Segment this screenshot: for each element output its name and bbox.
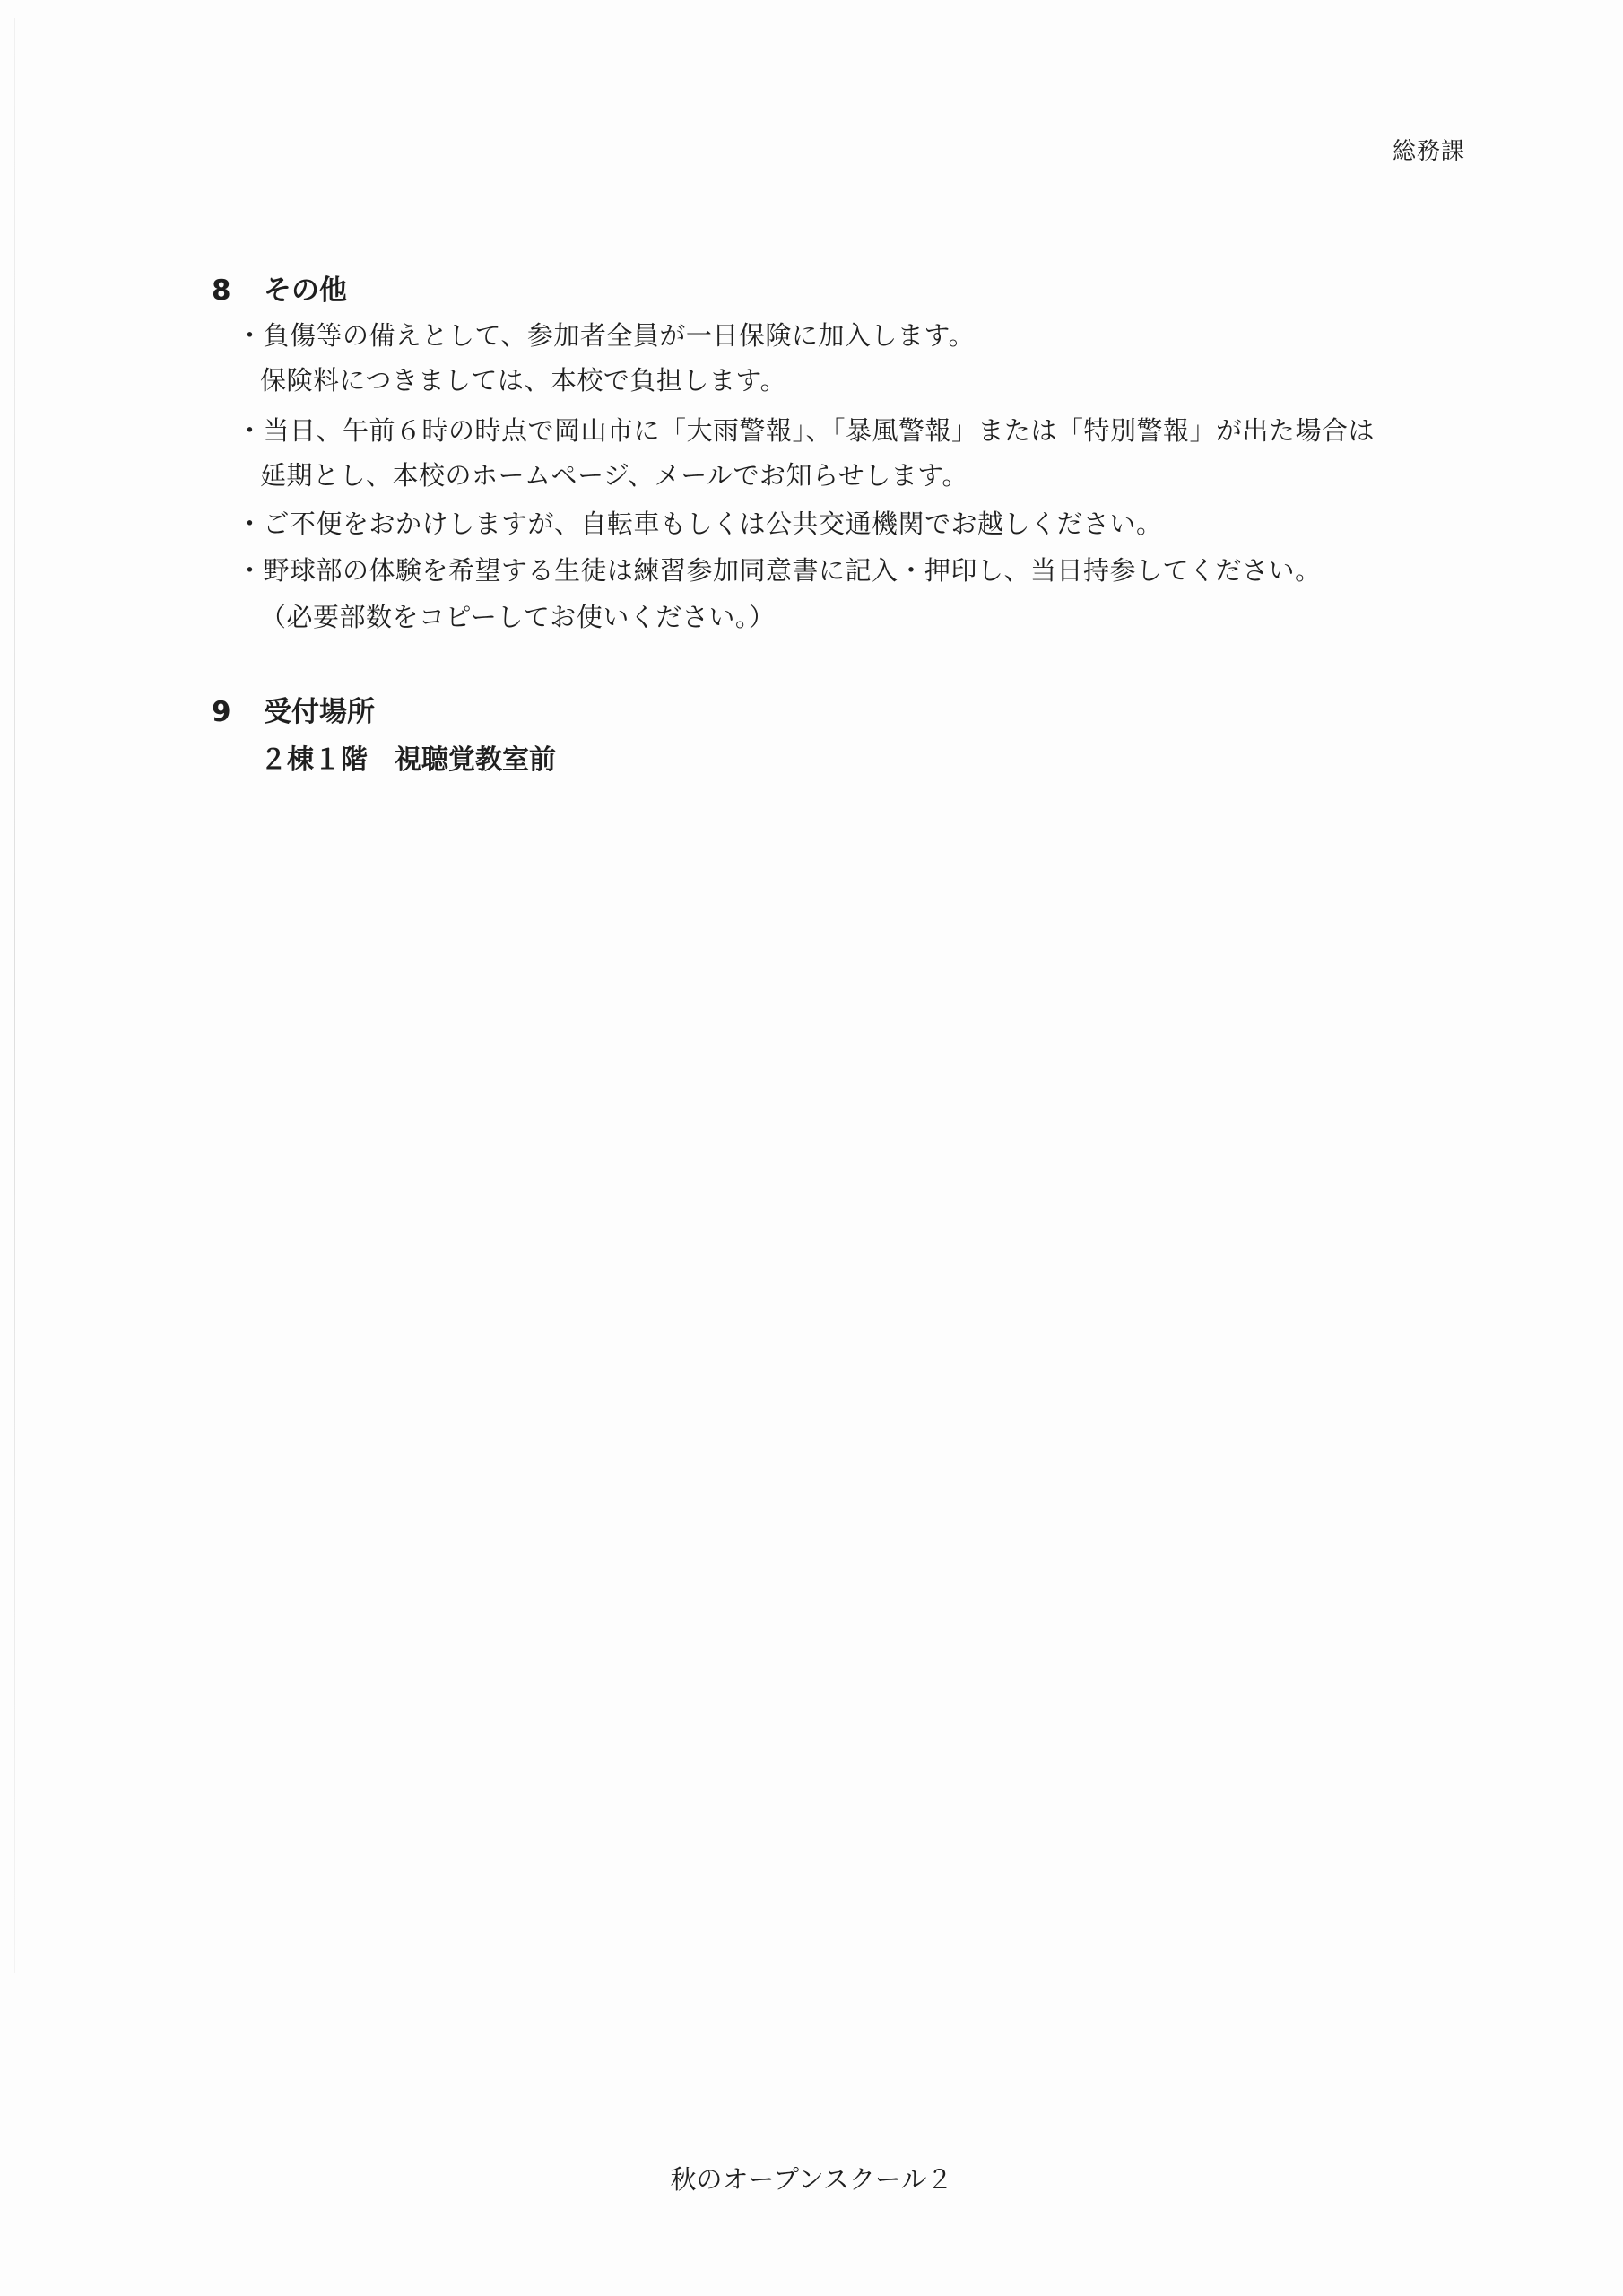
section-8-title: その他 bbox=[264, 274, 347, 307]
scan-edge-line bbox=[14, 18, 15, 1973]
section-8-number: 8 bbox=[212, 274, 231, 307]
section-9-title: 受付場所 bbox=[264, 696, 375, 728]
section-8-bullet-weather: ・当日、午前６時の時点で岡山市に「大雨警報」、「暴風警報」または「特別警報」が出た場合は bbox=[237, 415, 1376, 446]
section-8-bullet-insurance: ・負傷等の備えとして、参加者全員が一日保険に加入します。 bbox=[237, 320, 976, 351]
section-8-bullet-baseball: ・野球部の体験を希望する生徒は練習参加同意書に記入・押印し、当日持参してください。 bbox=[237, 555, 1322, 586]
section-8-weather-cont: 延期とし、本校のホームページ、メールでお知らせします。 bbox=[260, 460, 968, 491]
department-label: 総務課 bbox=[1392, 138, 1465, 165]
section-8-insurance-cont: 保険料につきましては、本校で負担します。 bbox=[260, 365, 787, 396]
page-footer: 秋のオープンスクール２ bbox=[670, 2164, 953, 2195]
section-8-heading bbox=[212, 267, 347, 308]
section-9-number: 9 bbox=[212, 696, 231, 728]
section-9-heading bbox=[212, 689, 375, 729]
section-8-baseball-cont: （必要部数をコピーしてお使いください。） bbox=[260, 602, 776, 632]
section-8-bullet-transport: ・ご不便をおかけしますが、自転車もしくは公共交通機関でお越しください。 bbox=[237, 509, 1163, 539]
reception-location: ２棟１階 視聴覚教室前 bbox=[260, 744, 556, 776]
